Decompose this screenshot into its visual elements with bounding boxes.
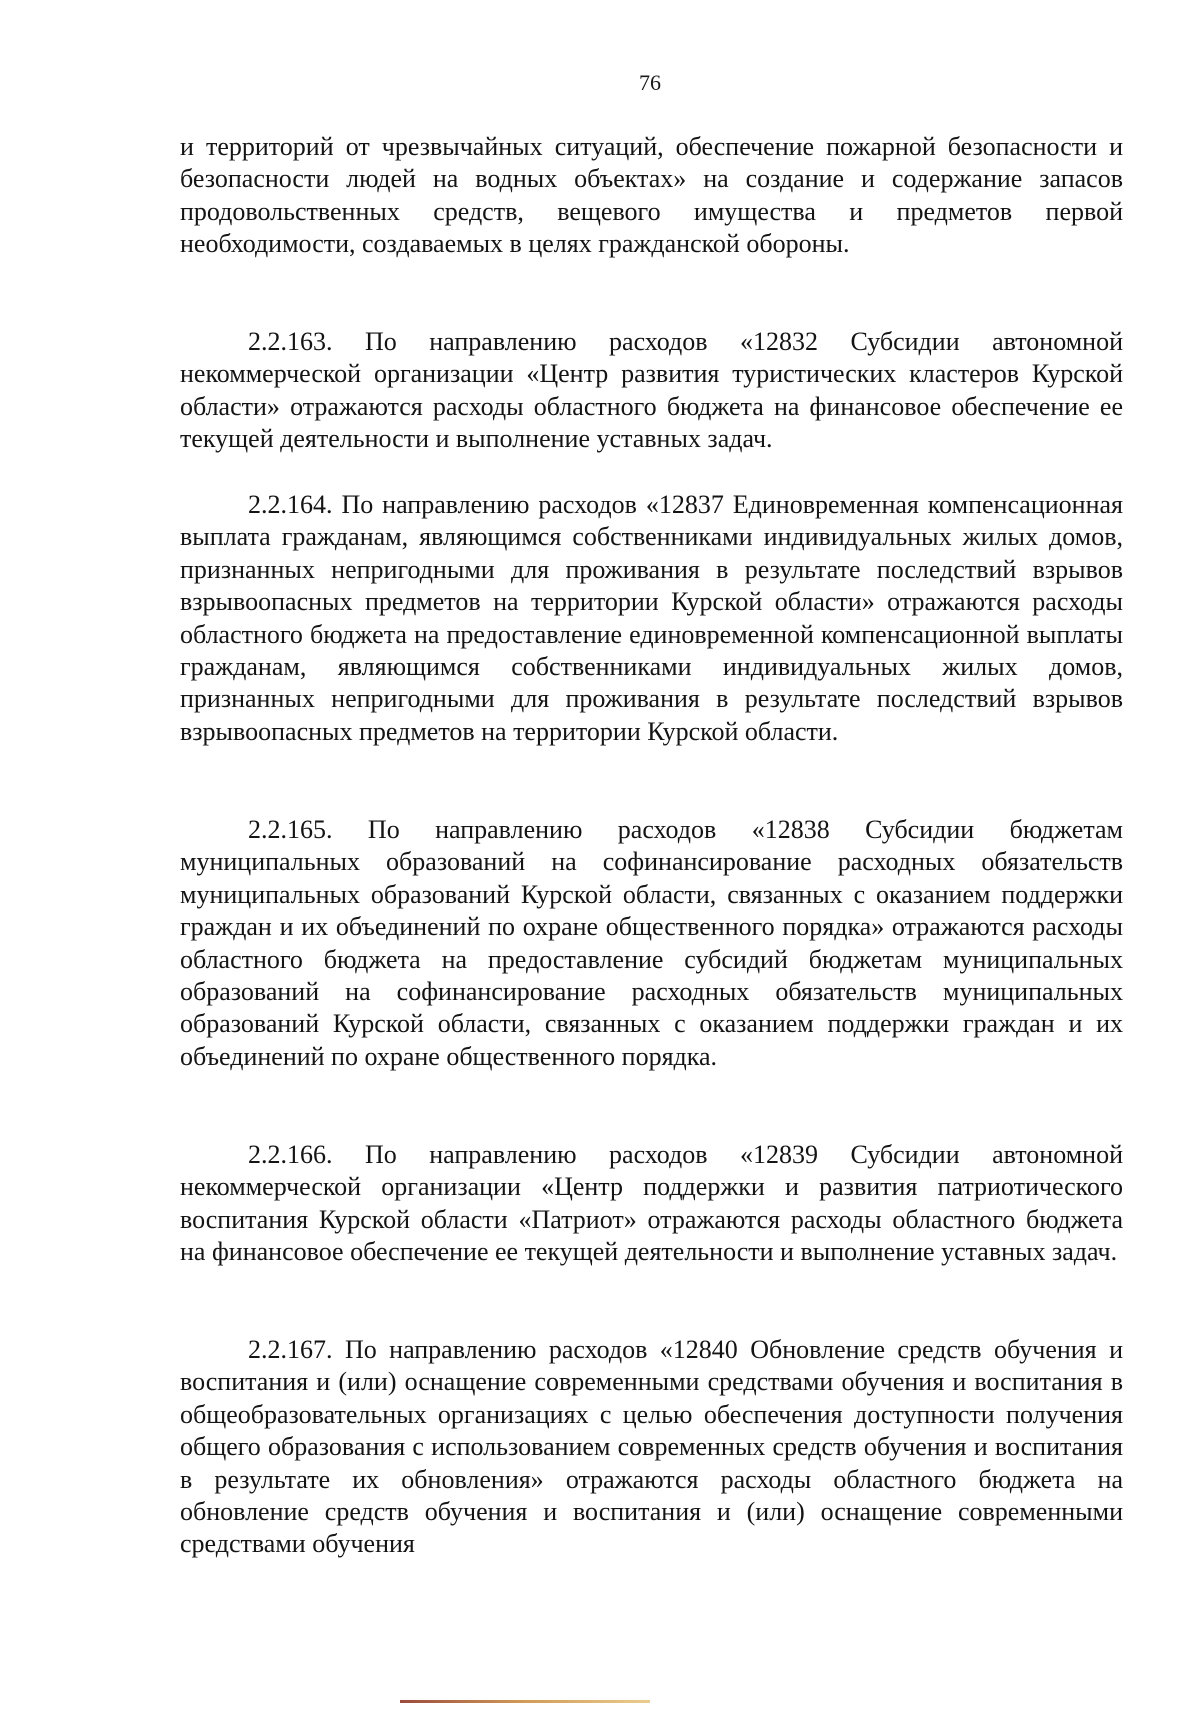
paragraph-text: 2.2.164. По направлению расходов «12837 Единовременная компенсационная выплата гражданам, являющимся собственниками индивидуальных жилых домов, признанных непригодными для проживания в результате последствий взрывов взрывоопасных предметов на территории Курской области» отражаются расходы областного бюджета на предоставление единовременной компенсационной выплаты гражданам, являющимся собственниками индивидуальных жилых домов, признанных непригодными для проживания в результате последствий взрывов взрывоопасных предметов на территории Курской области.: [180, 490, 1123, 746]
page-number: 76: [639, 70, 661, 95]
scan-edge-mark: [400, 1700, 650, 1703]
paragraph-text: 2.2.165. По направлению расходов «12838 Субсидии бюджетам муниципальных образований на софинансирование расходных обязательств муниципальных образований Курской области, связанных с оказанием поддержки граждан и их объединений по охране общественного порядка» отражаются расходы областного бюджета на предоставление субсидий бюджетам муниципальных образований на софинансирование расходных обязательств муниципальных образований Курской области, связанных с оказанием поддержки граждан и их объединений по охране общественного порядка.: [180, 815, 1123, 1071]
paragraph-text: и территорий от чрезвычайных ситуаций, обеспечение пожарной безопасности и безопасности людей на водных объектах» на создание и содержание запасов продовольственных средств, вещевого имущества и предметов первой необходимости, создаваемых в целях гражданской обороны.: [180, 132, 1123, 259]
paragraph-text: 2.2.166. По направлению расходов «12839 Субсидии автономной некоммерческой организации «Центр поддержки и развития патриотического воспитания Курской области «Патриот» отражаются расходы областного бюджета на финансовое обеспечение ее текущей деятельности и выполнение уставных задач.: [180, 1140, 1123, 1267]
paragraph-2-2-164: [180, 489, 1123, 748]
paragraph-2-2-165: [180, 814, 1123, 1073]
paragraph-2-2-167: [180, 1334, 1123, 1561]
paragraph-continuation: [180, 131, 1123, 261]
paragraph-2-2-163: [180, 326, 1123, 456]
paragraph-text: 2.2.163. По направлению расходов «12832 Субсидии автономной некоммерческой организации «Центр развития туристических кластеров Курской области» отражаются расходы областного бюджета на финансовое обеспечение ее текущей деятельности и выполнение уставных задач.: [180, 327, 1123, 454]
paragraph-text: 2.2.167. По направлению расходов «12840 Обновление средств обучения и воспитания и (или) оснащение современными средствами обучения и воспитания в общеобразовательных организациях с целью обеспечения доступности получения общего образования с использованием современных средств обучения и воспитания в результате их обновления» отражаются расходы областного бюджета на обновление средств обучения и воспитания и (или) оснащение современными средствами обучения: [180, 1335, 1123, 1559]
paragraph-2-2-166: [180, 1139, 1123, 1269]
